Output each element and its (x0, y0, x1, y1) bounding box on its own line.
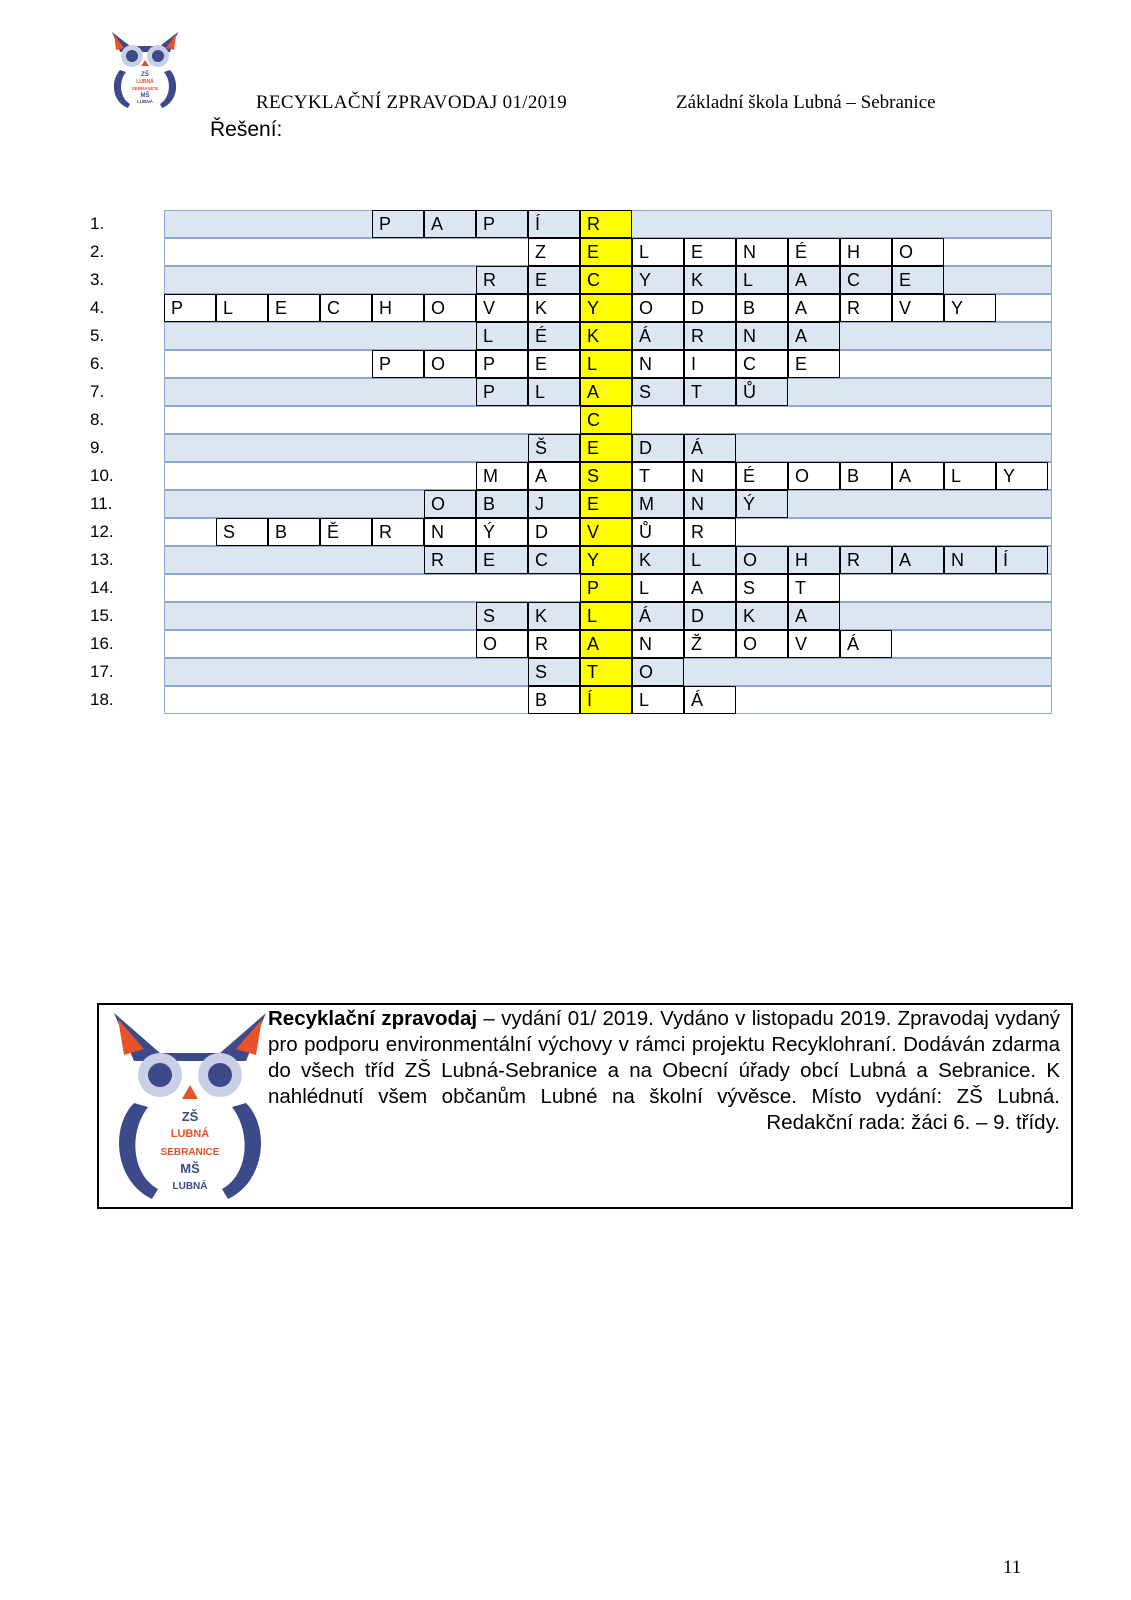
crossword-row-number: 17. (90, 662, 114, 681)
crossword-cell: O (476, 630, 528, 658)
crossword-cell: L (736, 266, 788, 294)
crossword-key-cell: L (580, 350, 632, 378)
crossword-cell: D (684, 294, 736, 322)
crossword-row-number: 13. (90, 550, 114, 569)
crossword-cell: B (736, 294, 788, 322)
crossword-row-number: 6. (90, 354, 105, 373)
crossword-cell: N (632, 630, 684, 658)
crossword-row-number: 3. (90, 270, 105, 289)
crossword-cell: O (424, 350, 476, 378)
crossword-cell: É (736, 462, 788, 490)
crossword-cell: E (528, 350, 580, 378)
crossword-cell: T (684, 378, 736, 406)
crossword-cell: M (476, 462, 528, 490)
crossword-row-number: 15. (90, 606, 114, 625)
crossword-cell: Ý (736, 490, 788, 518)
school-owl-logo (108, 26, 182, 112)
footer-owl-logo (110, 1005, 270, 1205)
crossword-cell: Y (996, 462, 1048, 490)
crossword-cell: O (736, 546, 788, 574)
crossword-key-cell: K (580, 322, 632, 350)
crossword-cell: V (788, 630, 840, 658)
crossword-cell: D (632, 434, 684, 462)
crossword-cell: O (892, 238, 944, 266)
crossword-cell: V (476, 294, 528, 322)
crossword-cell: J (528, 490, 580, 518)
crossword-cell: N (736, 322, 788, 350)
crossword-cell: K (736, 602, 788, 630)
crossword-cell: Ž (684, 630, 736, 658)
crossword-row-number: 10. (90, 466, 114, 485)
crossword-key-cell: S (580, 462, 632, 490)
footer-logo-text-3: SEBRANICE (160, 1147, 220, 1158)
logo-text-3: SEBRANICE (131, 86, 159, 91)
crossword-cell: P (476, 378, 528, 406)
footer-logo-text-5: LUBNÁ (172, 1181, 208, 1192)
crossword-cell: Ů (736, 378, 788, 406)
crossword-cell: L (684, 546, 736, 574)
crossword-key-cell: R (580, 210, 632, 238)
crossword-cell: H (372, 294, 424, 322)
crossword-cell: C (528, 546, 580, 574)
crossword-cell: C (840, 266, 892, 294)
crossword-key-cell: C (580, 266, 632, 294)
crossword-cell: O (632, 658, 684, 686)
crossword-row-number: 8. (90, 410, 105, 429)
crossword-key-cell: P (580, 574, 632, 602)
crossword-cell: Ý (476, 518, 528, 546)
page-number: 11 (1003, 1557, 1022, 1578)
crossword-cell: I (684, 350, 736, 378)
crossword-cell: Á (684, 434, 736, 462)
crossword-cell: S (528, 658, 580, 686)
crossword-row-number: 2. (90, 242, 105, 261)
crossword-cell: A (892, 546, 944, 574)
crossword-cell: C (320, 294, 372, 322)
crossword-cell: O (632, 294, 684, 322)
crossword-cell: R (528, 630, 580, 658)
logo-text-5: LUBNÁ (137, 99, 153, 104)
crossword-cell: D (684, 602, 736, 630)
crossword-cell: K (528, 294, 580, 322)
crossword-cell: B (476, 490, 528, 518)
crossword-cell: K (684, 266, 736, 294)
crossword-cell: R (372, 518, 424, 546)
crossword-cell: É (788, 238, 840, 266)
crossword-row-number: 5. (90, 326, 105, 345)
crossword-cell: P (164, 294, 216, 322)
crossword-cell: A (788, 602, 840, 630)
crossword-cell: P (476, 350, 528, 378)
crossword-cell: E (476, 546, 528, 574)
crossword-cell: N (944, 546, 996, 574)
logo-text-2: LUBNÁ (136, 79, 154, 85)
crossword-cell: A (528, 462, 580, 490)
crossword-row-number: 1. (90, 214, 105, 233)
footer-body: – vydání 01/ 2019. Vydáno v listopadu 2019. Zpravodaj vydaný pro podporu environmentální výchovy v rámci projektu Recyklohraní. Dodáván zdarma do všech tříd ZŠ Lubná-Sebranice a na Obecní úřady obcí Lubná a Sebranice. K nahlédnutí všem občanům Lubné na školní vývěsce. Místo vydání: ZŠ Lubná. Redakční rada: žáci 6. – 9. třídy. (268, 1007, 1061, 1134)
crossword-cell: É (528, 322, 580, 350)
crossword-cell: H (840, 238, 892, 266)
crossword-cell: R (424, 546, 476, 574)
crossword-cell: O (736, 630, 788, 658)
crossword-cell: R (684, 518, 736, 546)
crossword-row-number: 9. (90, 438, 105, 457)
crossword-key-cell: E (580, 238, 632, 266)
crossword-cell: E (684, 238, 736, 266)
crossword-cell: T (788, 574, 840, 602)
crossword-key-cell: V (580, 518, 632, 546)
crossword-cell: D (528, 518, 580, 546)
crossword-row-number: 4. (90, 298, 105, 317)
crossword-cell: R (476, 266, 528, 294)
crossword-cell: Á (632, 322, 684, 350)
crossword-cell: Á (684, 686, 736, 714)
footer-logo-text-4: MŠ (180, 1161, 200, 1176)
crossword-cell: A (684, 574, 736, 602)
crossword-cell: L (528, 378, 580, 406)
newsletter-title: RECYKLAČNÍ ZPRAVODAJ 01/2019 (256, 92, 568, 113)
crossword-cell: Í (996, 546, 1048, 574)
crossword-cell: E (892, 266, 944, 294)
footer-logo-text-2: LUBNÁ (170, 1128, 210, 1140)
crossword-row-number: 7. (90, 382, 105, 401)
crossword-cell: Í (528, 210, 580, 238)
crossword-cell: N (424, 518, 476, 546)
footer-title: Recyklační zpravodaj (268, 1007, 478, 1030)
crossword-cell: B (528, 686, 580, 714)
school-name: Základní škola Lubná – Sebranice (676, 92, 936, 113)
crossword-cell: L (632, 686, 684, 714)
crossword-cell: N (684, 490, 736, 518)
crossword-key-cell: T (580, 658, 632, 686)
crossword-cell: E (788, 350, 840, 378)
footer-text (268, 1006, 1060, 1136)
crossword-cell: L (944, 462, 996, 490)
crossword-cell: A (788, 266, 840, 294)
crossword-cell: B (840, 462, 892, 490)
crossword-row-number: 16. (90, 634, 114, 653)
crossword-key-cell: E (580, 490, 632, 518)
crossword-cell: P (476, 210, 528, 238)
crossword-cell: Á (632, 602, 684, 630)
crossword-cell: R (684, 322, 736, 350)
crossword-cell: Y (944, 294, 996, 322)
crossword-cell: P (372, 210, 424, 238)
crossword-cell: V (892, 294, 944, 322)
crossword-cell: S (736, 574, 788, 602)
crossword-cell: B (268, 518, 320, 546)
crossword-cell: T (632, 462, 684, 490)
logo-text-1: ZŠ (141, 72, 149, 78)
crossword-row-number: 18. (90, 690, 114, 709)
crossword-cell: Z (528, 238, 580, 266)
crossword-cell: O (424, 294, 476, 322)
crossword-cell: N (632, 350, 684, 378)
crossword-cell: E (528, 266, 580, 294)
crossword-row-number: 12. (90, 522, 114, 541)
crossword-cell: L (632, 574, 684, 602)
crossword-key-cell: Y (580, 546, 632, 574)
crossword-key-cell: A (580, 630, 632, 658)
crossword-cell: H (788, 546, 840, 574)
crossword-cell: A (892, 462, 944, 490)
crossword-cell: K (632, 546, 684, 574)
crossword-cell: S (216, 518, 268, 546)
crossword-cell: P (372, 350, 424, 378)
logo-text-4: MŠ (140, 93, 150, 99)
crossword-row-number: 11. (90, 494, 113, 513)
crossword-cell: M (632, 490, 684, 518)
crossword-cell: O (788, 462, 840, 490)
crossword-cell: L (632, 238, 684, 266)
crossword-cell: E (268, 294, 320, 322)
crossword-cell: Š (528, 434, 580, 462)
solution-label: Řešení: (210, 118, 283, 141)
crossword-key-cell: A (580, 378, 632, 406)
crossword-cell: Ě (320, 518, 372, 546)
crossword-cell: C (736, 350, 788, 378)
crossword-row-number: 14. (90, 578, 114, 597)
crossword-cell: L (216, 294, 268, 322)
crossword-cell: Á (840, 630, 892, 658)
crossword-cell: Ů (632, 518, 684, 546)
footer-logo-text-1: ZŠ (181, 1109, 199, 1124)
crossword-cell: R (840, 294, 892, 322)
crossword-cell: N (684, 462, 736, 490)
crossword-key-cell: C (580, 406, 632, 434)
crossword-key-cell: Í (580, 686, 632, 714)
crossword-cell: L (476, 322, 528, 350)
crossword-cell: Y (632, 266, 684, 294)
crossword-cell: R (840, 546, 892, 574)
crossword-key-cell: L (580, 602, 632, 630)
crossword-cell: A (424, 210, 476, 238)
crossword-key-cell: E (580, 434, 632, 462)
crossword-cell: S (476, 602, 528, 630)
crossword-key-cell: Y (580, 294, 632, 322)
crossword-cell: A (788, 322, 840, 350)
crossword-cell: N (736, 238, 788, 266)
crossword-cell: A (788, 294, 840, 322)
crossword-cell: S (632, 378, 684, 406)
crossword-cell: O (424, 490, 476, 518)
crossword-cell: K (528, 602, 580, 630)
